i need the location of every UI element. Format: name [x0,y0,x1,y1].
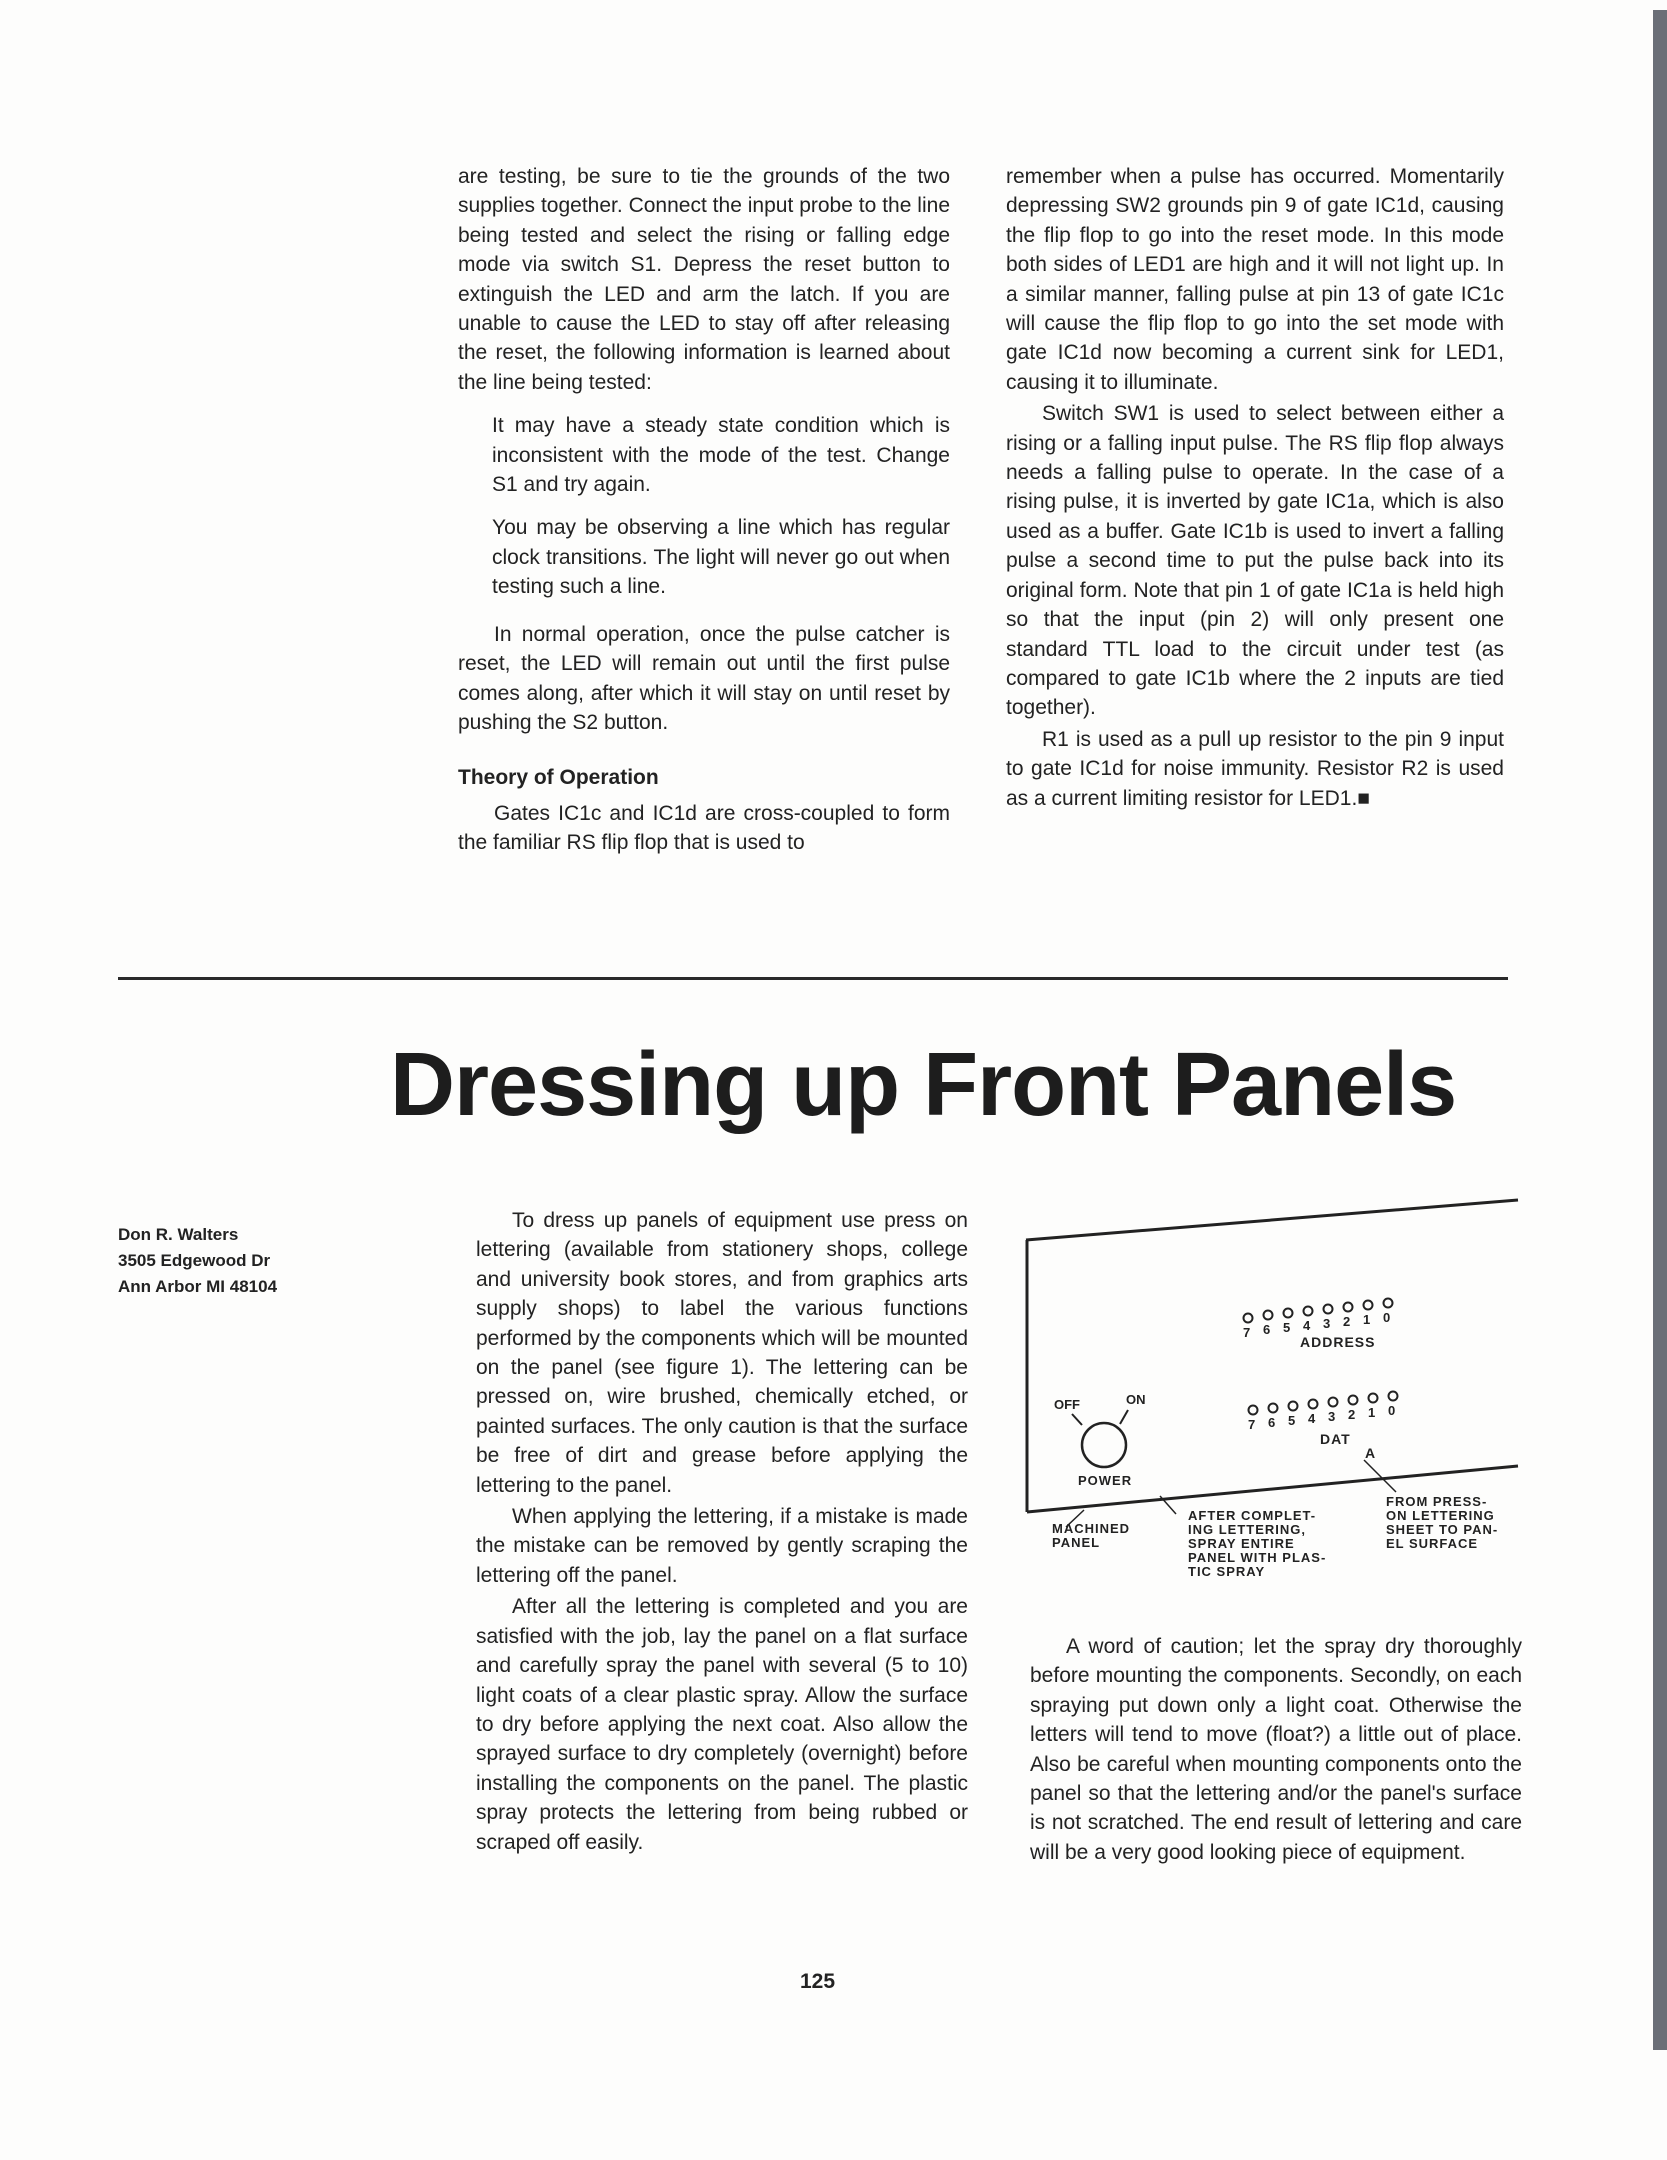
paragraph: remember when a pulse has occurred. Momentarily depressing SW2 grounds pin 9 of gate IC1d, causing the flip flop to go into the reset mode. In this mode both sides of LED1 are high and it will not light up. In a similar manner, falling pulse at pin 13 of gate IC1c will cause the flip flop to go into the set mode with gate IC1d now becoming a current sink for LED1, causing it to illuminate. [1006,165,1504,394]
spray-label: AFTER COMPLET- [1188,1508,1317,1523]
spray-label: SPRAY ENTIRE [1188,1536,1295,1551]
paragraph: In normal operation, once the pulse catcher is reset, the LED will remain out until the first pulse comes along, after which it will stay on until reset by pushing the S2 button. [458,622,950,734]
spray-label: PANEL WITH PLAS- [1188,1550,1327,1565]
power-knob [1082,1423,1126,1467]
paragraph: are testing, be sure to tie the grounds of the two supplies together. Connect the input probe to the line being tested and select the rising or falling edge mode via switch S1. Depress the reset button to extinguish the LED and arm the latch. If you are unable to cause the LED to stay off after releasing the reset, the following information is learned about the line being tested: [458,165,950,394]
data-digit: 4 [1308,1411,1316,1426]
machined-label: MACHINED [1052,1521,1131,1536]
address-led [1344,1303,1353,1312]
address-digit: 4 [1303,1318,1311,1333]
end-mark: ■ [1357,786,1370,810]
author-city: Ann Arbor MI 48104 [118,1277,278,1296]
data-digit: 0 [1388,1403,1396,1418]
address-digit: 5 [1283,1320,1291,1335]
switch-tick [1072,1414,1082,1425]
address-digit: 1 [1363,1312,1371,1327]
off-label: OFF [1054,1397,1080,1412]
address-led [1244,1314,1253,1323]
data-led [1329,1398,1338,1407]
data-digit: 6 [1268,1415,1276,1430]
data-led [1389,1392,1398,1401]
data-digit: 5 [1288,1413,1296,1428]
address-led [1364,1301,1373,1310]
data-digit: 7 [1248,1417,1256,1432]
article-right-column [1030,1632,1522,1869]
data-led [1289,1402,1298,1411]
paragraph [1006,725,1504,813]
page-edge-bar [1653,10,1667,2050]
address-label: ADDRESS [1300,1334,1376,1350]
power-switch [1054,1392,1146,1488]
spray-label: TIC SPRAY [1188,1564,1266,1579]
press-pointer [1364,1460,1396,1492]
article-left-column [476,1206,968,1859]
paragraph: A word of caution; let the spray dry thoroughly before mounting the components. Secondly, on each spraying put down only a light coat. Otherwise the letters will tend to move (float?) a little out of place. Also be careful when mounting components onto the panel so that the lettering and/or the panel's surface is not scratched. The end result of lettering and care will be a very good looking piece of equipment. [1030,1635,1522,1864]
data-row [1248,1392,1398,1462]
on-label: ON [1126,1392,1146,1407]
data-led [1309,1400,1318,1409]
address-led [1284,1309,1293,1318]
quote-paragraph: It may have a steady state condition which is inconsistent with the mode of the test. Change S1 and try again. [492,414,950,497]
press-label: SHEET TO PAN- [1386,1522,1499,1537]
quote-paragraph: You may be observing a line which has regular clock transitions. The light will never go out when testing such a line. [492,516,950,599]
paragraph: Gates IC1c and IC1d are cross-coupled to form the familiar RS flip flop that is used to [458,801,950,855]
author-street: 3505 Edgewood Dr [118,1251,271,1270]
article-title: Dressing up Front Panels [390,1035,1457,1135]
section-heading: Theory of Operation [458,766,659,790]
address-led [1304,1307,1313,1316]
address-digit: 6 [1263,1322,1271,1337]
upper-right-column [1006,162,1504,815]
data-led [1269,1404,1278,1413]
panel-figure [1024,1192,1524,1602]
author-name: Don R. Walters [118,1225,239,1244]
address-led [1384,1299,1393,1308]
switch-tick [1120,1410,1128,1424]
address-digit: 0 [1383,1310,1391,1325]
machined-label: PANEL [1052,1535,1101,1550]
data-digit: 3 [1328,1409,1336,1424]
data-led [1249,1406,1258,1415]
author-byline [118,1222,277,1300]
address-led [1324,1305,1333,1314]
press-label: FROM PRESS- [1386,1494,1488,1509]
paragraph: Switch SW1 is used to select between either a rising or a falling input pulse. The RS flip flop always needs a falling pulse to operate. In the case of a rising pulse, it is inverted by gate IC1a, which is also used as a buffer. Gate IC1b is used to invert a falling pulse a second time to put the pulse back into its original form. Note that pin 1 of gate IC1a is held high so that the input (pin 2) will only present one standard TTL load to the circuit under test (as compared to gate IC1b where the 2 inputs are tied together). [1006,402,1504,720]
page-number: 125 [800,1970,836,1993]
section-divider [118,977,1508,980]
data-led [1369,1394,1378,1403]
panel-top-edge [1026,1200,1518,1240]
paragraph: After all the lettering is completed and you are satisfied with the job, lay the panel on a flat surface and carefully spray the panel with several (5 to 10) light coats of a clear plastic spray. Allow the surface to dry before applying the next coat. Also allow the sprayed surface to dry completely (overnight) before installing the components on the panel. The plastic spray protects the lettering from being rubbed or scraped off easily. [476,1595,968,1854]
spray-label: ING LETTERING, [1188,1522,1306,1537]
address-digit: 3 [1323,1316,1331,1331]
address-digit: 2 [1343,1314,1351,1329]
data-led [1349,1396,1358,1405]
address-led [1264,1311,1273,1320]
data-label: DAT [1320,1431,1351,1447]
data-digit: 2 [1348,1407,1356,1422]
press-label: ON LETTERING [1386,1508,1495,1523]
power-label: POWER [1078,1473,1133,1488]
paragraph-text: R1 is used as a pull up resistor to the pin 9 input to gate IC1d for noise immunity. Resistor R2 is used as a current limiting resistor for LED1. [1006,727,1504,810]
data-digit: 1 [1368,1405,1376,1420]
data-label: A [1365,1445,1376,1461]
paragraph: When applying the lettering, if a mistake is made the mistake can be removed by gently scraping the lettering off the panel. [476,1505,968,1587]
press-label: EL SURFACE [1386,1536,1479,1551]
address-row [1243,1299,1393,1351]
paragraph: To dress up panels of equipment use press on lettering (available from stationery shops, college and university book stores, and from graphics arts supply shops) to label the various functions performed by the components which will be mounted on the panel (see figure 1). The lettering can be pressed on, wire brushed, chemically etched, or painted surfaces. The only caution is that the surface be free of dirt and grease before applying the lettering to the panel. [476,1209,968,1497]
address-digit: 7 [1243,1325,1251,1340]
upper-left-column [458,162,950,860]
